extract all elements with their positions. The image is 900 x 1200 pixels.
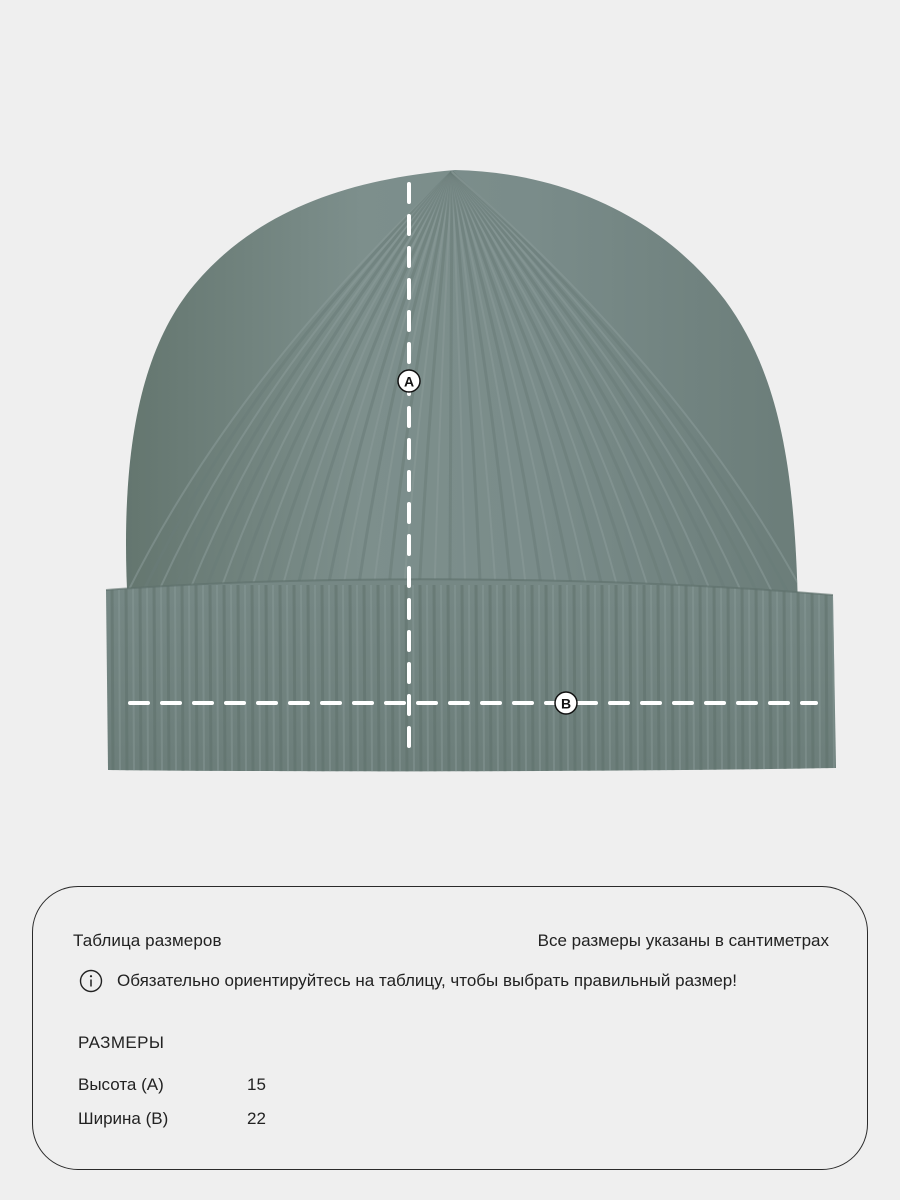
cuff-rib-highlight: [679, 585, 680, 772]
cuff-rib: [672, 585, 673, 772]
cuff-rib: [448, 585, 449, 772]
marker-a-label: A: [403, 373, 415, 390]
marker-b: [555, 692, 577, 714]
cuff-rib: [546, 585, 547, 772]
cuff-rib-highlight: [553, 585, 554, 772]
hat-crown: [126, 170, 798, 610]
cuff-rib: [308, 585, 309, 772]
cuff-rib-highlight: [287, 585, 288, 772]
cuff-rib: [126, 585, 127, 772]
cuff-rib-highlight: [427, 585, 428, 772]
cuff-rib: [350, 585, 351, 772]
cuff-rib: [392, 585, 393, 772]
size-table-card: [32, 886, 868, 1170]
size-table-title: Таблица размеров: [73, 931, 222, 950]
cuff-rib-highlight: [301, 585, 302, 772]
size-row-height: [78, 1075, 266, 1095]
cuff-rib-highlight: [315, 585, 316, 772]
cuff-rib: [602, 585, 603, 772]
cuff-rib: [658, 585, 659, 772]
info-icon: [79, 969, 103, 993]
cuff-rib-highlight: [707, 585, 708, 772]
cuff-rib: [238, 585, 239, 772]
cuff-rib-highlight: [483, 585, 484, 772]
cuff-rib-highlight: [259, 585, 260, 772]
cuff-rib: [644, 585, 645, 772]
cuff-rib-highlight: [721, 585, 722, 772]
cuff-rib: [784, 585, 785, 772]
cuff-rib-highlight: [511, 585, 512, 772]
cuff-rib: [462, 585, 463, 772]
cuff-rib-highlight: [763, 585, 764, 772]
cuff-rib: [294, 585, 295, 772]
size-row-value: 22: [247, 1109, 266, 1128]
cuff-rib-highlight: [609, 585, 610, 772]
cuff-rib-highlight: [595, 585, 596, 772]
cuff-rib-highlight: [329, 585, 330, 772]
cuff-rib: [728, 585, 729, 772]
cuff-rib-highlight: [777, 585, 778, 772]
cuff-rib-highlight: [273, 585, 274, 772]
cuff-rib-highlight: [441, 585, 442, 772]
cuff-rib: [420, 585, 421, 772]
cuff-rib: [140, 585, 141, 772]
size-row-label: Высота (A): [78, 1075, 164, 1094]
cuff-rib-highlight: [203, 585, 204, 772]
cuff-rib-highlight: [119, 585, 120, 772]
cuff-rib: [532, 585, 533, 772]
cuff-rib-highlight: [637, 585, 638, 772]
cuff-rib: [266, 585, 267, 772]
cuff-rib-highlight: [623, 585, 624, 772]
cuff-rib-highlight: [133, 585, 134, 772]
cuff-rib: [756, 585, 757, 772]
notice-text: Обязательно ориентируйтесь на таблицу, чтобы выбрать правильный размер!: [117, 971, 737, 990]
size-notice: [79, 969, 737, 993]
cuff-rib-highlight: [567, 585, 568, 772]
cuff-rib-highlight: [161, 585, 162, 772]
cuff-rib: [490, 585, 491, 772]
cuff-rib: [560, 585, 561, 772]
cuff-rib-highlight: [651, 585, 652, 772]
cuff-rib-highlight: [735, 585, 736, 772]
cuff-rib-highlight: [399, 585, 400, 772]
cuff-rib-highlight: [581, 585, 582, 772]
cuff-rib-highlight: [819, 585, 820, 772]
cuff-rib-highlight: [539, 585, 540, 772]
cuff-rib: [378, 585, 379, 772]
cuff-rib: [826, 585, 827, 772]
cuff-rib-highlight: [175, 585, 176, 772]
marker-a: [398, 370, 420, 392]
sizes-heading: РАЗМЕРЫ: [78, 1033, 165, 1052]
cuff-rib-highlight: [749, 585, 750, 772]
cuff-rib: [770, 585, 771, 772]
cuff-rib-highlight: [357, 585, 358, 772]
cuff-rib-highlight: [343, 585, 344, 772]
cuff-rib-highlight: [147, 585, 148, 772]
cuff-rib: [154, 585, 155, 772]
cuff-rib: [168, 585, 169, 772]
hat-cuff: [106, 579, 836, 771]
cuff-rib: [630, 585, 631, 772]
cuff-rib: [574, 585, 575, 772]
cuff-rib: [616, 585, 617, 772]
cuff-rib: [812, 585, 813, 772]
marker-b-label: B: [560, 695, 572, 712]
cuff-rib-highlight: [791, 585, 792, 772]
cuff-rib: [714, 585, 715, 772]
cuff-rib-highlight: [413, 585, 414, 772]
size-row-width: [78, 1109, 266, 1129]
cuff-rib: [406, 585, 407, 772]
cuff-rib: [742, 585, 743, 772]
cuff-rib-highlight: [805, 585, 806, 772]
cuff-rib: [798, 585, 799, 772]
size-row-label: Ширина (B): [78, 1109, 169, 1128]
cuff-rib-highlight: [497, 585, 498, 772]
cuff-rib-highlight: [231, 585, 232, 772]
cuff-rib-highlight: [217, 585, 218, 772]
cuff-rib: [182, 585, 183, 772]
cuff-rib-highlight: [385, 585, 386, 772]
cuff-rib: [686, 585, 687, 772]
cuff-rib-highlight: [455, 585, 456, 772]
cuff-rib: [518, 585, 519, 772]
cuff-rib: [112, 585, 113, 772]
units-note: Все размеры указаны в сантиметрах: [537, 931, 829, 950]
cuff-rib: [700, 585, 701, 772]
cuff-rib-highlight: [189, 585, 190, 772]
cuff-rib-highlight: [833, 585, 834, 772]
cuff-rib: [322, 585, 323, 772]
cuff-rib: [252, 585, 253, 772]
cuff-rib-highlight: [525, 585, 526, 772]
cuff-rib: [224, 585, 225, 772]
cuff-rib-highlight: [245, 585, 246, 772]
cuff-rib: [210, 585, 211, 772]
cuff-rib-highlight: [371, 585, 372, 772]
cuff-rib: [196, 585, 197, 772]
cuff-rib: [364, 585, 365, 772]
cuff-rib: [476, 585, 477, 772]
cuff-rib-highlight: [693, 585, 694, 772]
cuff-rib: [336, 585, 337, 772]
cuff-rib: [504, 585, 505, 772]
cuff-rib: [434, 585, 435, 772]
cuff-rib: [588, 585, 589, 772]
size-row-value: 15: [247, 1075, 266, 1094]
cuff-rib-highlight: [469, 585, 470, 772]
cuff-rib: [280, 585, 281, 772]
cuff-rib-highlight: [665, 585, 666, 772]
